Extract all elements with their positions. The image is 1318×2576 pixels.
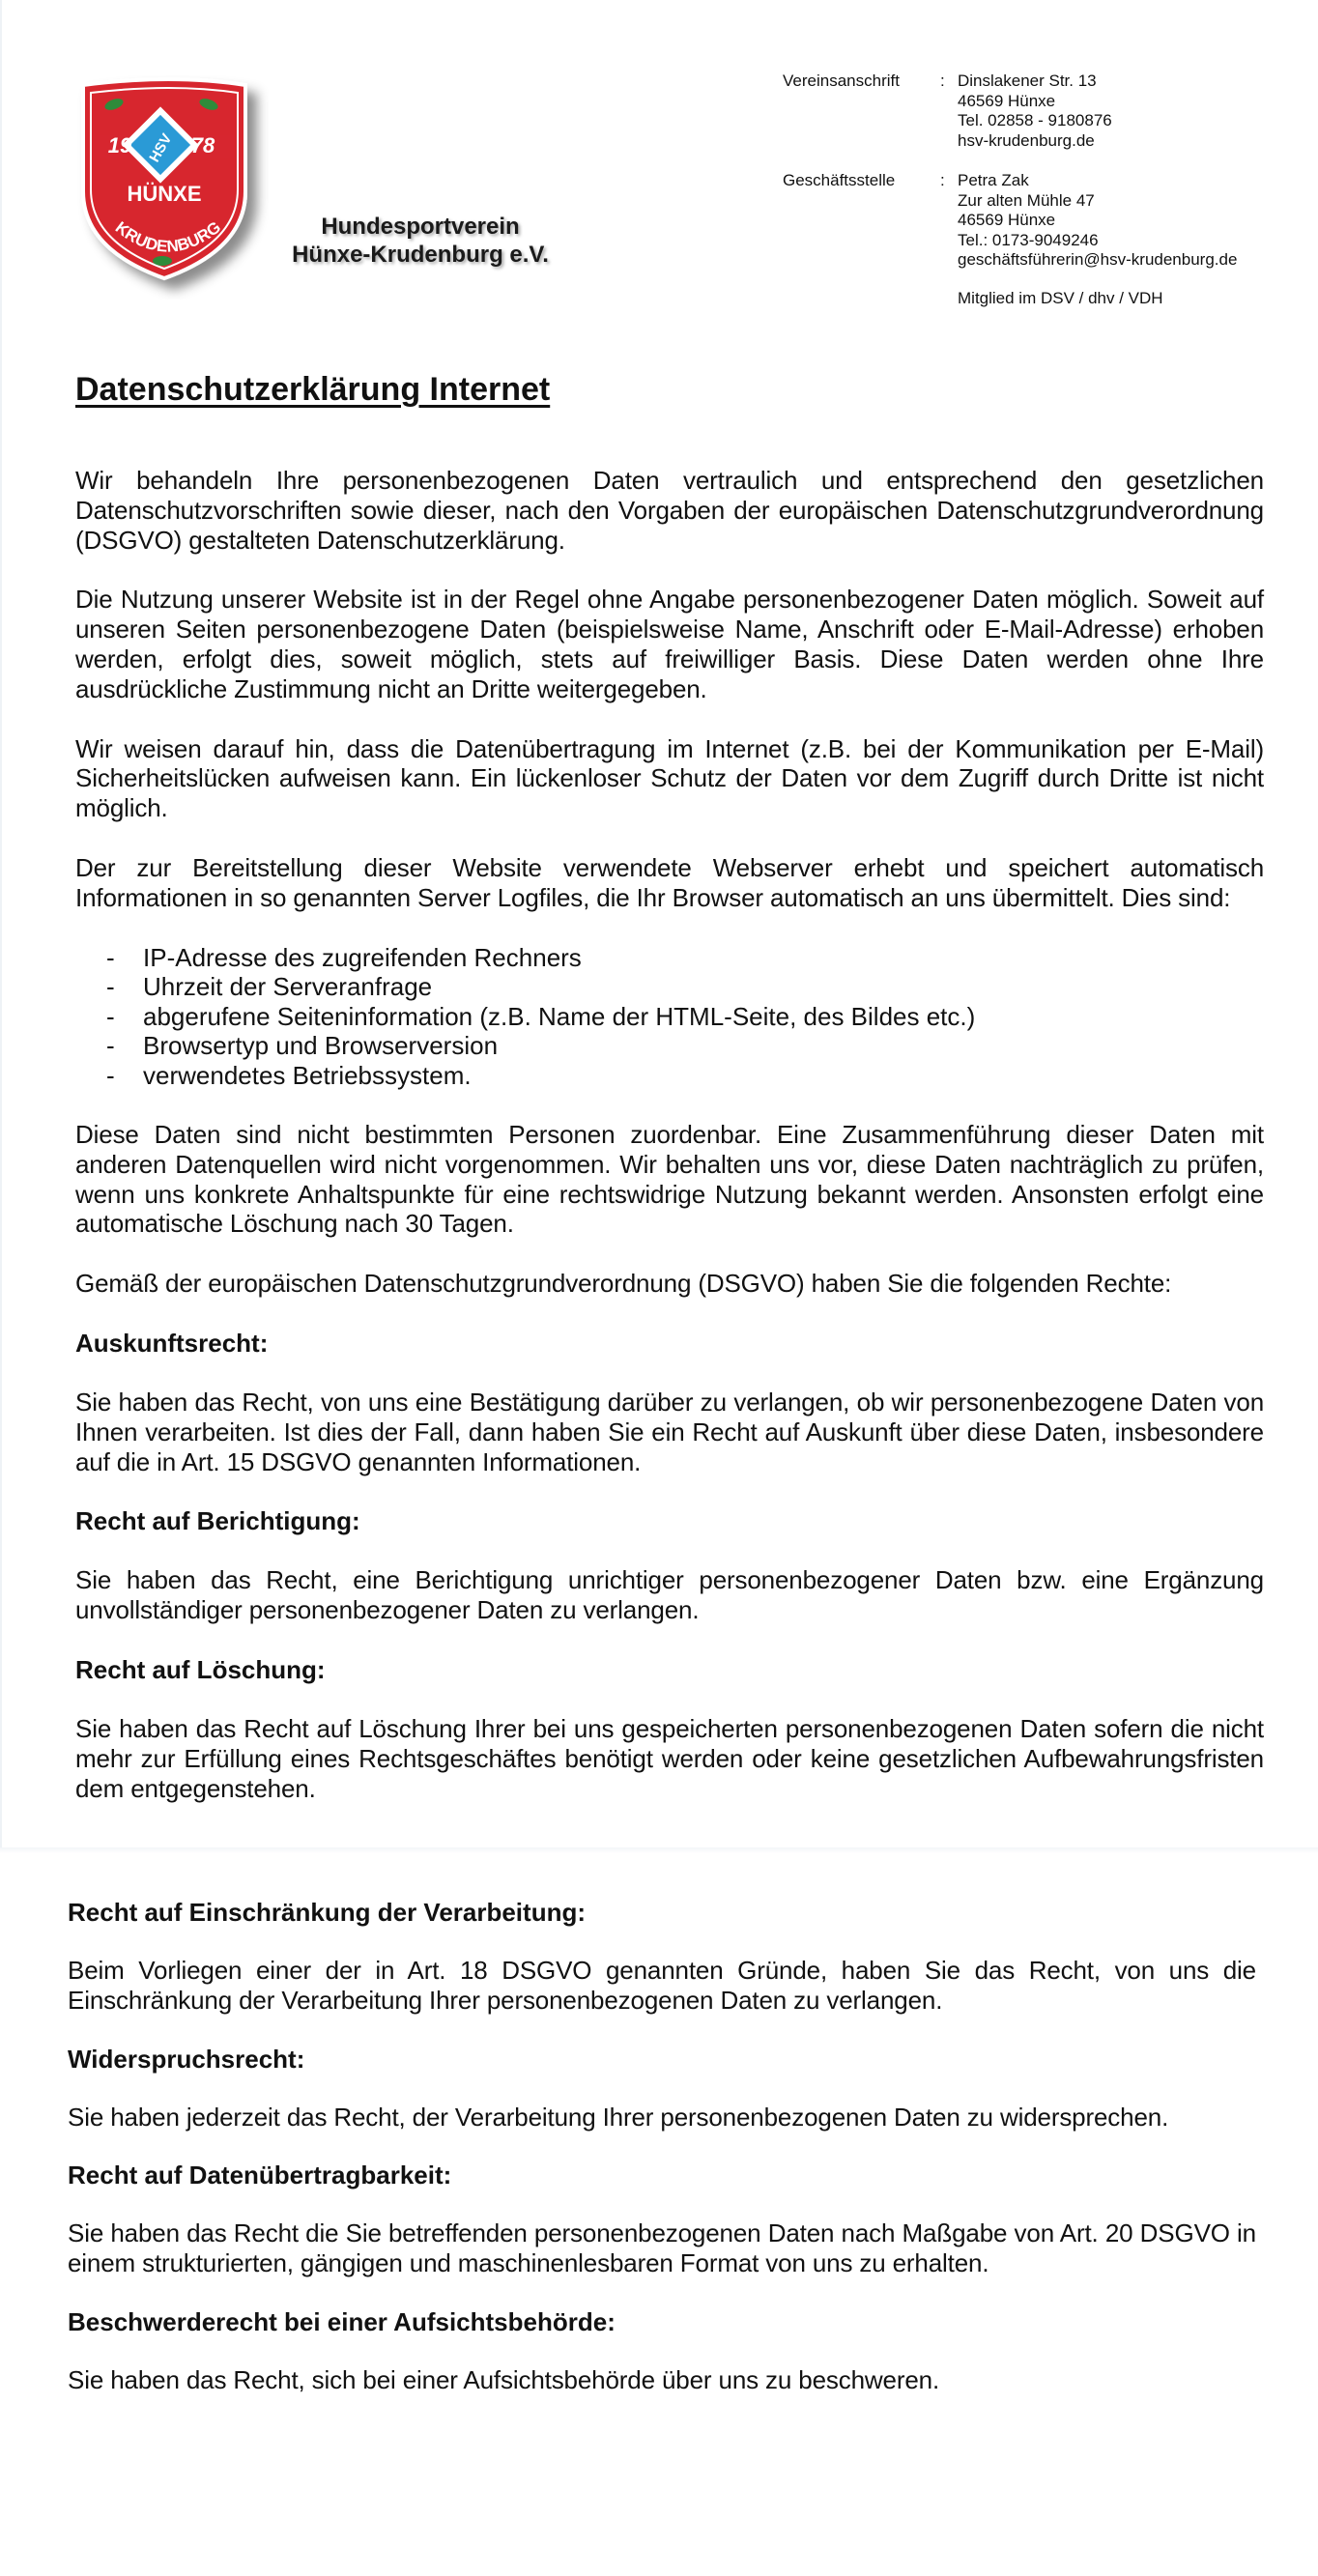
heading-beschwerde: Beschwerderecht bei einer Aufsichtsbehörde: <box>68 2306 616 2336</box>
paragraph-einschraenkung: Beim Vorliegen einer der in Art. 18 DSGVO genannten Gründe, haben Sie das Recht, von uns die Einschränkung der Verarbeitung Ihrer personenbezogenen Daten zu verlangen. <box>68 1956 1256 2015</box>
logo-monogram: HSV <box>146 130 176 165</box>
address-lines <box>958 72 1237 151</box>
paragraph-assignment: Diese Daten sind nicht bestimmten Personen zuordenbar. Eine Zusammenführung dieser Daten mit anderen Datenquellen wird nicht vorgenommen. Wir behalten uns vor, diese Daten nachträglich zu prüfen, wenn uns konkrete Anhaltspunkte für eine rechtswidrige Nutzung bekannt werden. Ansonsten erfolgt eine automatische Löschung nach 30 Tagen. <box>75 1120 1264 1239</box>
office-email-link[interactable]: geschäftsführerin@hsv-krudenburg.de <box>958 250 1238 269</box>
address-website-link[interactable]: hsv-krudenburg.de <box>958 130 1095 150</box>
logo-text-bottom-arc: KRUDENBURG <box>111 217 224 256</box>
office-line: Zur alten Mühle 47 <box>958 190 1095 210</box>
list-item: - abgerufene Seiteninformation (z.B. Name der HTML-Seite, des Bildes etc.) <box>106 1001 976 1031</box>
paragraph-security: Wir weisen darauf hin, dass die Datenübertragung im Internet (z.B. bei der Kommunikation per E-Mail) Sicherheitslücken aufweisen kann. Ein lückenloser Schutz der Daten vor dem Zugriff durch Dritte ist nicht möglich. <box>75 733 1264 823</box>
leaf-icon <box>153 256 172 266</box>
logfile-list <box>75 943 1264 1091</box>
page-divider <box>0 1847 1318 1853</box>
office-phone: Tel.: 0173-9049246 <box>958 230 1099 249</box>
paragraph-berichtigung: Sie haben das Recht, eine Berichtigung unrichtiger personenbezogener Daten bzw. eine Ergänzung unvollständiger personenbezogener Daten zu verlangen. <box>75 1565 1264 1625</box>
paragraph-loeschung: Sie haben das Recht auf Löschung Ihrer bei uns gespeicherten personenbezogenen Daten sofern die nicht mehr zur Erfüllung eines Rechtsgeschäftes benötigt werden oder keine gesetzlichen Aufbewahrungsfristen dem entgegenstehen. <box>75 1714 1264 1803</box>
heading-berichtigung: Recht auf Berichtigung: <box>75 1506 360 1536</box>
page-title: Datenschutzerklärung Internet <box>75 371 551 408</box>
address-line: 46569 Hünxe <box>958 91 1056 110</box>
paragraph-auskunft: Sie haben das Recht, von uns eine Bestätigung darüber zu verlangen, ob wir personenbezogene Daten von Ihnen verarbeiten. Ist dies der Fall, dann haben Sie ein Recht auf Auskunft über diese Daten, insbesondere auf die in Art. 15 DSGVO genannten Informationen. <box>75 1388 1264 1476</box>
heading-loeschung: Recht auf Löschung: <box>75 1655 326 1685</box>
contact-block <box>783 72 1237 271</box>
paragraph-uebertragbarkeit: Sie haben das Recht die Sie betreffenden personenbezogenen Daten nach Maßgabe von Art. 20 DSGVO in einem strukturierten, gängigen und maschinenlesbaren Format von uns zu erhalten. <box>68 2218 1256 2278</box>
office-lines <box>958 171 1237 271</box>
address-row <box>783 72 1237 151</box>
list-item: - Browsertyp und Browserversion <box>106 1031 499 1061</box>
list-item: - Uhrzeit der Serveranfrage <box>106 972 433 1002</box>
list-item: - verwendetes Betriebssystem. <box>106 1060 472 1090</box>
logo-year-left: 19 <box>107 133 132 157</box>
office-colon: : <box>940 171 945 189</box>
office-label: Geschäftsstelle <box>783 171 896 189</box>
paragraph-beschwerde: Sie haben das Recht, sich bei einer Aufsichtsbehörde über uns zu beschweren. <box>68 2364 940 2394</box>
address-line: Dinslakener Str. 13 <box>958 72 1097 90</box>
heading-uebertragbarkeit: Recht auf Datenübertragbarkeit: <box>68 2161 452 2190</box>
address-phone: Tel. 02858 - 9180876 <box>958 111 1112 129</box>
address-colon: : <box>940 72 945 90</box>
heading-widerspruch: Widerspruchsrecht: <box>68 2044 305 2074</box>
heading-auskunft: Auskunftsrecht: <box>75 1329 269 1359</box>
club-logo <box>75 75 269 300</box>
paragraph-usage: Die Nutzung unserer Website ist in der Regel ohne Angabe personenbezogener Daten möglich. Soweit auf unseren Seiten personenbezogene Daten (beispielsweise Name, Anschrift oder E-Mail-Adresse) erhoben werden, erfolgt dies, soweit möglich, stets auf freiwilliger Basis. Diese Daten werden ohne Ihre ausdrückliche Zustimmung nicht an Dritte weitergegeben. <box>75 585 1264 703</box>
paragraph-logfiles: Der zur Bereitstellung dieser Website verwendete Webserver erhebt und speichert automatisch Informationen in so genannten Server Logfiles, die Ihr Browser automatisch an uns übermittelt. Dies sind: <box>75 852 1264 912</box>
logo-text-top: HÜNXE <box>127 182 202 206</box>
paragraph-widerspruch: Sie haben jederzeit das Recht, der Verarbeitung Ihrer personenbezogenen Daten zu widersprechen. <box>68 2102 1169 2132</box>
club-name-line2: Hünxe-Krudenburg e.V. <box>292 242 549 268</box>
address-label: Vereinsanschrift <box>783 72 900 90</box>
membership-note: Mitglied im DSV / dhv / VDH <box>958 289 1163 307</box>
privacy-content-continued <box>68 1898 1256 2395</box>
privacy-content <box>75 466 1264 1803</box>
club-name-line1: Hundesportverein <box>321 214 520 240</box>
list-item: - IP-Adresse des zugreifenden Rechners <box>106 942 582 972</box>
logo-year-right: 78 <box>190 133 215 157</box>
paragraph-rights-intro: Gemäß der europäischen Datenschutzgrundverordnung (DSGVO) haben Sie die folgenden Rechte: <box>75 1269 1172 1299</box>
office-line: 46569 Hünxe <box>958 211 1056 229</box>
heading-einschraenkung: Recht auf Einschränkung der Verarbeitung: <box>68 1898 586 1927</box>
paragraph-intro: Wir behandeln Ihre personenbezogenen Daten vertraulich und entsprechend den gesetzlichen Datenschutzvorschriften sowie dieser, nach den Vorgaben der europäischen Datenschutzgrundverordnung (DSGVO) gestalteten Datenschutzerklärung. <box>75 466 1264 555</box>
office-row <box>783 171 1237 271</box>
office-line: Petra Zak <box>958 171 1029 189</box>
club-name <box>275 213 565 269</box>
